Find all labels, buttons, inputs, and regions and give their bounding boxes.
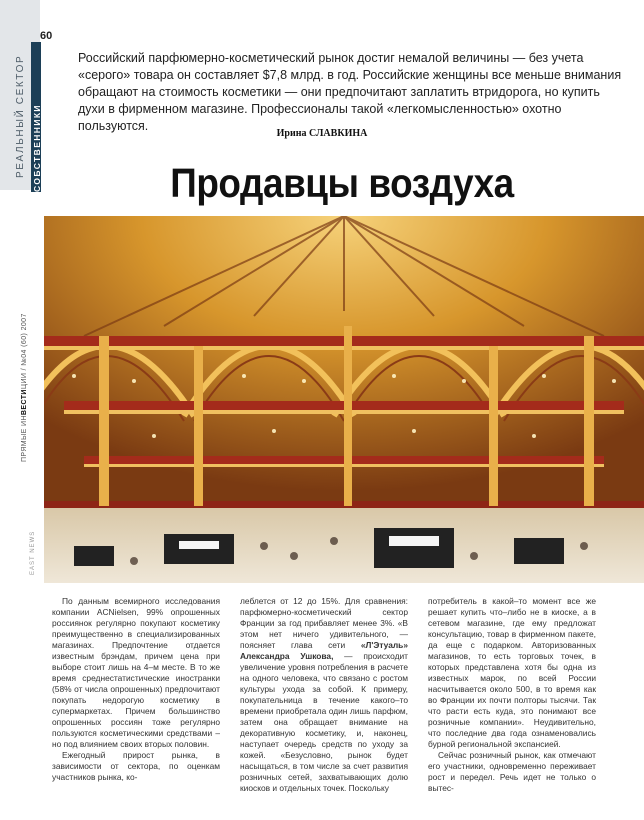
body-paragraph: потребитель в какой–то момент все же решает купить что–либо не в киоске, а в сетевом магазине, где ему предложат консультацию, товар в фирменном пакете, да еще с подарком. Авторизованных магазинов, то есть торговых точек, в которых представлена хотя бы одна из известных марок, по всей России насчитывается около 500, в то время как во Франции их почти полторы тысячи. Так что расти есть куда, это понимают все розничные компании». Неудивительно, что последние два года ознаменовались бурной региональной экспансией. [428, 596, 596, 749]
body-column-1 [52, 596, 220, 818]
body-column-3 [428, 596, 596, 818]
article-body [52, 596, 626, 818]
body-paragraph: По данным всемирного исследования компании ACNielsen, 99% опрошенных россиянок регулярно покупают косметику преимущественно в специализированных магазинах. Предпочтение отдается известным брэндам, причем цена при выборе стоит лишь на 4–м месте. В то же время среднестатистические иностранки (58% от числа опрошенных) предпочитают покупать недорогую косметику в супермаркетах. Причем большинство опрошенных россиян тоже регулярно пользуются косметическими средствами – но под влиянием своих вторых половин. [52, 596, 220, 749]
section-label: РЕАЛЬНЫЙ СЕКТОР [15, 54, 26, 178]
body-column-2 [240, 596, 408, 818]
subsection-label: СОБСТВЕННИКИ [32, 104, 42, 192]
body-paragraph: Сейчас розничный рынок, как отмечают его участники, одновременно переживает рост и передел. Речь идет не только о вытес- [428, 750, 596, 793]
page-spine [0, 0, 53, 820]
photo-credit: EAST NEWS [30, 530, 36, 575]
journal-issue-label: ПРЯМЫЕ ИНВЕСТИЦИИ / №04 (60) 2007 [21, 313, 28, 462]
author-byline: Ирина СЛАВКИНА [276, 128, 368, 139]
page-number: 60 [40, 30, 53, 42]
article-title: Продавцы воздуха [170, 160, 514, 206]
article-photo [44, 216, 644, 583]
lead-paragraph: Российский парфюмерно-косметический рынок достиг немалой величины — без учета «серого» товара он составляет $7,8 млрд. в год. Российские женщины все меньше внимания обращают на стоимость косметики — они предпочитают заплатить втридорога, но купить духи в фирменном магазине. Профессионалы такой «легкомысленностью» охотно пользуются. [78, 51, 622, 133]
quoted-source: «Л'Этуаль» Александра Ушкова, [240, 640, 408, 661]
body-paragraph: леблется от 12 до 15%. Для сравнения: парфюмерно-косметический сектор Франции за год прибавляет менее 3%. «В этом нет ничего удивительного, — поясняет глава сети «Л'Этуаль» Александра Ушкова, — происходит увеличение уровня потребления в расчете на одного человека, что связано с ростом культуры ухода за собой. К примеру, покупательница в течение какого–то времени приобретала один лишь парфюм, затем она обращает внимание на декоративную косметику, и, наконец, наступает очередь средств по уходу за кожей. «Безусловно, рынок будет насыщаться, в том числе за счет развития розничных сетей, захватывающих долю киосков и отдельных точек. Поскольку [240, 596, 408, 793]
body-paragraph: Ежегодный прирост рынка, в зависимости от сектора, по оценкам участников рынка, ко- [52, 750, 220, 782]
